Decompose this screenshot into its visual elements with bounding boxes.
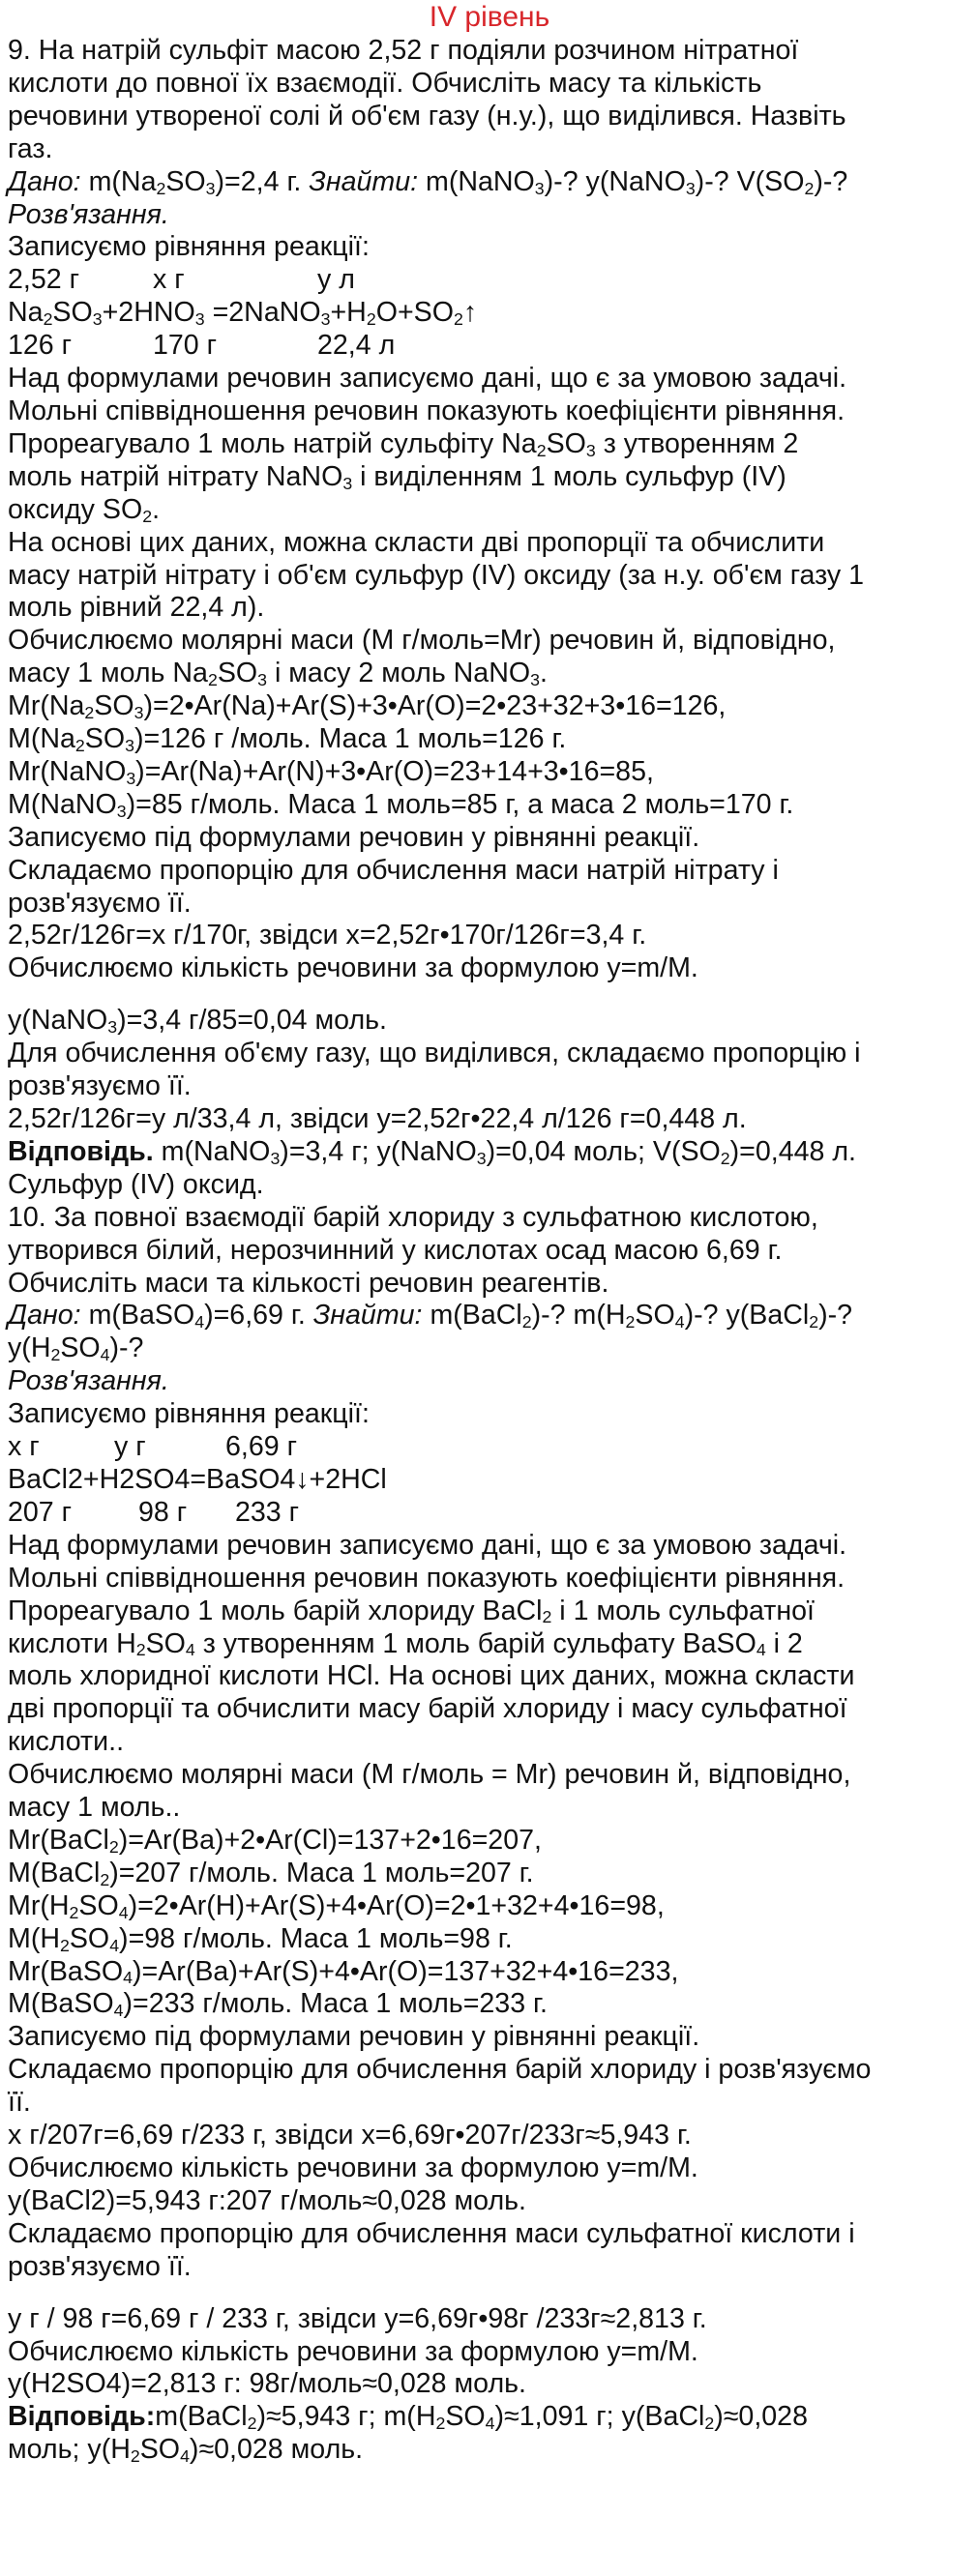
problem-9-solution-label: Розв'язання. <box>8 198 169 230</box>
problem-10 <box>8 1202 971 2467</box>
text-line: Над формулами речовин записуємо дані, що є за умовою задачі. <box>8 1529 847 1561</box>
text-line: Складаємо пропорцію для обчислення барій хлориду і розв'язуємо <box>8 2054 872 2086</box>
problem-10-find-tail: $y(H_2SO_4)-$? <box>8 1332 144 1365</box>
problem-9-below-values: 126 г 170 г 22,4 л <box>8 330 396 362</box>
problem-9-answer: Відповідь. m(NaNO$_3$)=3,4 г; y(NaNO$_3$)=0,04 моль; $V(SO_2)=0,448$ л. <box>8 1135 857 1168</box>
problem-9-equation: $Na_2SO_3+2HNO_3$ $=2NaNO_3+H_2O+SO_2↑$ <box>8 297 478 330</box>
text-line: $M(Na_2SO_3)=126$ г /моль. Маса 1 моль=126 г. <box>8 723 567 755</box>
text-line: $Mr(H_2SO_4)=2•Ar(H)+Ar(S)+4•Ar(O)=2•1+32+4•16=98$, <box>8 1889 665 1922</box>
text-line: розв'язуємо її. <box>8 887 192 919</box>
problem-9-given: Дано: $m(Na_2SO_3)=2,4$ г. Знайти: m(NaNO$_3$)-? y(NaNO$_3$)-? $V(SO_2)-$? <box>8 165 848 198</box>
text-line: Мольні співвідношення речовин показують коефіцієнти рівняння. <box>8 395 846 426</box>
problem-9-body-1 <box>8 363 971 985</box>
text-line: 2,52г/126г=х г/170г, звідси х=2,52г•170г/126г=3,4 г. <box>8 920 647 951</box>
problem-10-equation: BaCl2+H2SO4=BaSO4↓+2HCl <box>8 1463 387 1495</box>
text-line: газ. <box>8 132 53 164</box>
text-line: 10. За повної взаємодії барій хлориду з сульфатною кислотою, <box>8 1201 818 1233</box>
problem-9-above-values: 2,52 г x г y л <box>8 264 355 296</box>
text-line: дві пропорції та обчислити масу барій хлориду і масу сульфатної <box>8 1693 847 1725</box>
text-line: у г / 98 г=6,69 г / 233 г, звідси у=6,69г•98г /233г≈2,813 г. <box>8 2302 707 2334</box>
problem-9-answer-tail: Сульфур (IV) оксид. <box>8 1168 264 1200</box>
text-line: розв'язуємо її. <box>8 2250 192 2282</box>
text-line: Над формулами речовин записуємо дані, що є за умовою задачі. <box>8 363 847 395</box>
text-line: моль натрій нітрату NaNO$_3$ і виділенням 1 моль сульфур (IV) <box>8 460 786 493</box>
text-line: її. <box>8 2087 31 2119</box>
text-line: y(NaNO$_3$)=3,4 г/85=0,04 моль. <box>8 1005 387 1038</box>
text-line: речовини утвореної солі й об'єм газу (н.у.), що виділився. Назвіть <box>8 100 846 132</box>
problem-9 <box>8 35 971 1202</box>
problem-10-body-1 <box>8 1530 971 2284</box>
problem-10-answer: Відповідь:m(BaCl$_2$)≈5,943 г; $m(H_2SO_4)\approx 1,091$ г; y(BaCl$_2$)≈0,028 <box>8 2401 808 2434</box>
problem-10-write-equation: Записуємо рівняння реакції: <box>8 1398 370 1430</box>
text-line: Обчислюємо кількість речовини за формулою y=m/M. <box>8 952 698 984</box>
text-line: Складаємо пропорцію для обчислення маси сульфатної кислоти і <box>8 2217 855 2249</box>
problem-10-solution-label: Розв'язання. <box>8 1365 169 1397</box>
text-line: розв'язуємо її. <box>8 1070 192 1102</box>
text-line: 9. На натрій сульфіт масою 2,52 г подіяли розчином нітратної <box>8 35 799 66</box>
text-line: Mr(BaSO$_4$)=Ar(Ba)+Ar(S)+4•Ar(O)=137+32+4•16=233, <box>8 1955 679 1988</box>
text-line: масу 1 моль $Na_2SO_3$ і масу 2 моль NaNO$_3$. <box>8 658 548 690</box>
text-line: 2,52г/126г=у л/33,4 л, звідси у=2,52г•22,4 л/126 г=0,448 л. <box>8 1103 747 1134</box>
text-line: Обчислюємо кількість речовини за формулою y=m/M. <box>8 2152 698 2183</box>
text-line: кислоти до повної їх взаємодії. Обчисліть масу та кількість <box>8 67 762 99</box>
problem-9-body-2 <box>8 1005 971 1136</box>
text-line: Складаємо пропорцію для обчислення маси натрій нітрату і <box>8 854 779 886</box>
text-line: На основі цих даних, можна скласти дві пропорції та обчислити <box>8 526 825 558</box>
text-line: кислоти $H_2SO_4$ з утворенням 1 моль барій сульфату BaSO$_4$ і 2 <box>8 1627 803 1660</box>
text-line: моль рівний 22,4 л). <box>8 592 265 624</box>
text-line: моль хлоридної кислоти HCl. На основі цих даних, можна скласти <box>8 1660 855 1692</box>
problem-10-answer-tail: моль; $y(H_2SO_4)\approx 0,028$ моль. <box>8 2434 364 2467</box>
text-line: кислоти.. <box>8 1726 125 1758</box>
text-line: Мольні співвідношення речовин показують коефіцієнти рівняння. <box>8 1562 846 1594</box>
text-line: y(BaCl2)=5,943 г:207 г/моль≈0,028 моль. <box>8 2184 526 2216</box>
text-line: Прореагувало 1 моль натрій сульфіту $Na_2SO_3$ з утворенням 2 <box>8 427 799 460</box>
text-line: M(BaCl$_2$)=207 г/моль. Маса 1 моль=207 г. <box>8 1857 534 1889</box>
text-line: Обчислюємо молярні маси (M г/моль=Mr) речовин й, відповідно, <box>8 625 836 657</box>
text-line: Обчислюємо кількість речовини за формулою y=m/M. <box>8 2335 698 2367</box>
text-line: Mr(NaNO$_3$)=Ar(Na)+Ar(N)+3•Ar(O)=23+14+3•16=85, <box>8 755 654 788</box>
text-line: утворився білий, нерозчинний у кислотах осад масою 6,69 г. <box>8 1234 783 1266</box>
text-line: Обчислюємо молярні маси (M г/моль = Mr) речовин й, відповідно, <box>8 1759 851 1791</box>
level-title: IV рівень <box>429 1 550 33</box>
problem-10-below-values: 207 г 98 г 233 г <box>8 1496 300 1528</box>
text-line: Обчисліть маси та кількості речовин реагентів. <box>8 1267 609 1299</box>
text-line: M(BaSO$_4$)=233 г/моль. Маса 1 моль=233 г. <box>8 1988 548 2021</box>
problem-9-write-equation: Записуємо рівняння реакції: <box>8 231 370 263</box>
text-line: Записуємо під формулами речовин у рівнянні реакції. <box>8 2021 700 2053</box>
problem-10-statement <box>8 1202 971 1301</box>
text-line: $Mr(Na_2SO_3)=2•Ar(Na)+Ar(S)+3•Ar(O)=2•23+32+3•16=126$, <box>8 690 727 723</box>
text-line: $M(H_2SO_4)=98$ г/моль. Маса 1 моль=98 г. <box>8 1922 513 1955</box>
text-line: Mr(BaCl$_2$)=Ar(Ba)+2•Ar(Cl)=137+2•16=207, <box>8 1824 542 1857</box>
text-line: y(H2SO4)=2,813 г: 98г/моль≈0,028 моль. <box>8 2368 526 2400</box>
text-line: Прореагувало 1 моль барій хлориду BaCl$_2$ і 1 моль сульфатної <box>8 1595 815 1627</box>
text-line: масу 1 моль.. <box>8 1792 181 1824</box>
text-line: M(NaNO$_3$)=85 г/моль. Маса 1 моль=85 г, а маса 2 моль=170 г. <box>8 788 794 821</box>
text-line: х г/207г=6,69 г/233 г, звідси х=6,69г•207г/233г≈5,943 г. <box>8 2120 692 2152</box>
text-line: Записуємо під формулами речовин у рівнянні реакції. <box>8 821 700 853</box>
text-line: масу натрій нітрату і об'єм сульфур (IV) оксиду (за н.у. об'єм газу 1 <box>8 559 865 591</box>
text-line: оксиду $SO_2$. <box>8 493 161 526</box>
problem-9-statement <box>8 35 971 166</box>
problem-10-above-values: х г у г 6,69 г <box>8 1431 298 1463</box>
problem-10-body-2 <box>8 2303 971 2402</box>
text-line: Для обчислення об'єму газу, що виділився, складаємо пропорцію і <box>8 1038 861 1069</box>
problem-10-given: Дано: m(BaSO$_4$)=6,69 г. Знайти: m(BaCl$_2$)-? $m(H_2SO_4)-$? y(BaCl$_2$)-? <box>8 1300 853 1332</box>
